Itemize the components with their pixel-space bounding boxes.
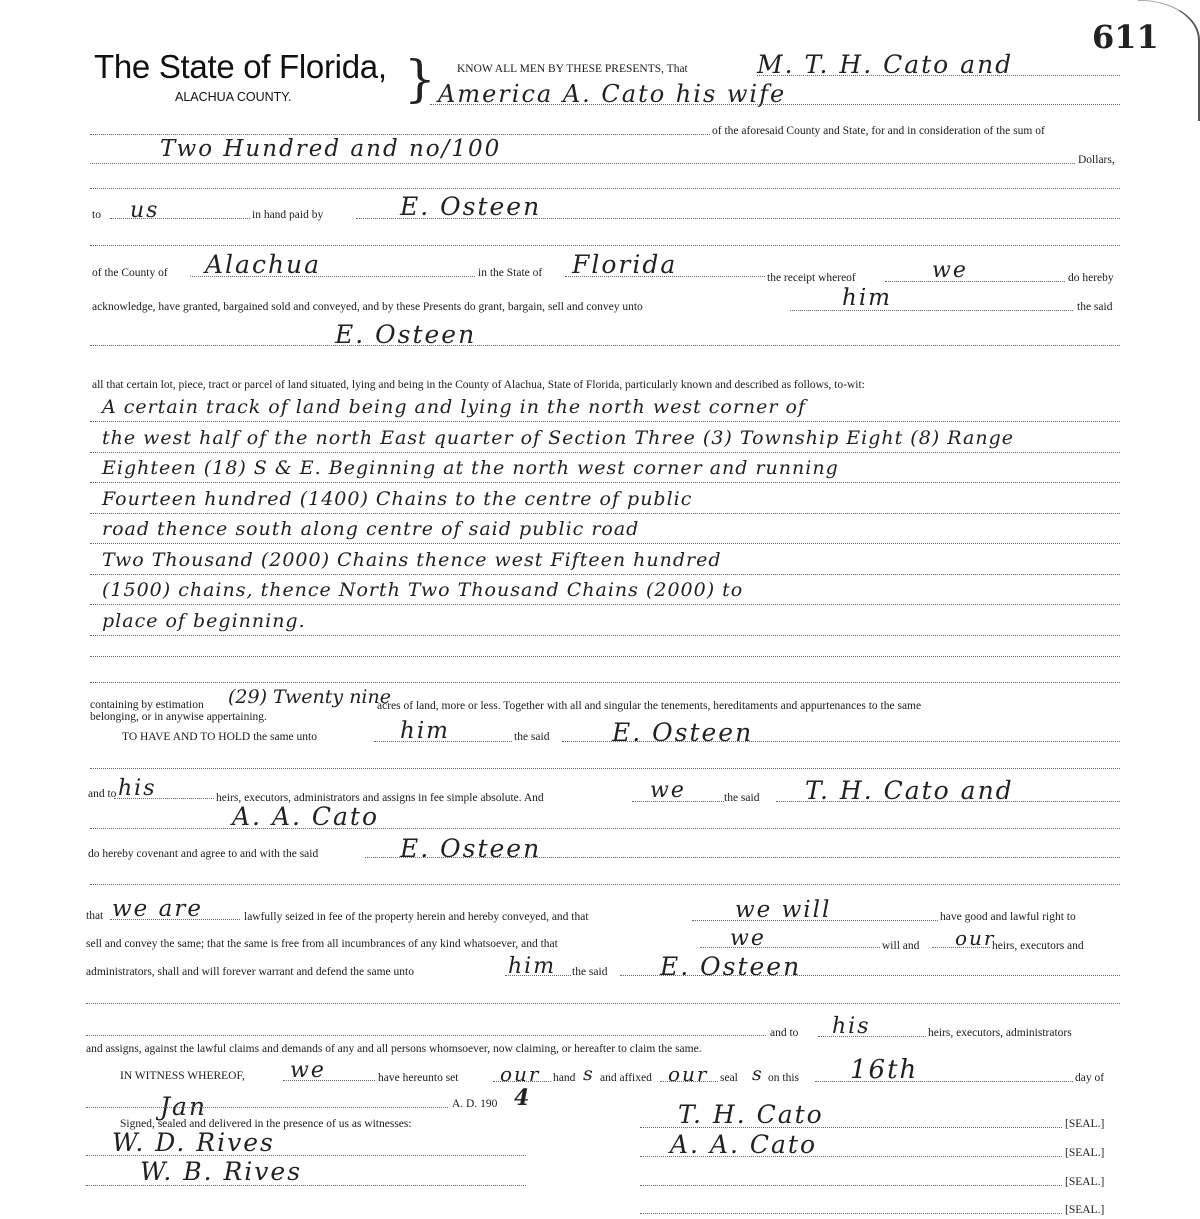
to-handwriting: us — [130, 198, 160, 223]
dotted-line — [86, 1003, 1120, 1004]
dotted-line — [114, 798, 214, 799]
of-county-text: of the aforesaid County and State, for and in consideration of the sum of — [712, 125, 1045, 137]
acknowledge-text: acknowledge, have granted, bargained sold and conveyed, and by these Presents do grant, bargain, sell and convey unto — [92, 301, 643, 313]
seal-label-4: [SEAL.] — [1065, 1204, 1105, 1216]
heirs-we-handwriting: we — [650, 778, 686, 803]
dotted-line — [505, 975, 571, 976]
dotted-line — [885, 281, 1065, 282]
dotted-line — [90, 884, 1120, 885]
heirs-his-handwriting: his — [118, 776, 157, 801]
receipt-whereof-text: the receipt whereof — [767, 272, 856, 284]
assigns-heirs-text: heirs, executors, administrators — [928, 1027, 1072, 1039]
dotted-line — [90, 452, 1120, 453]
dotted-line — [790, 310, 1073, 311]
dotted-line — [90, 604, 1120, 605]
will-and-text: will and — [882, 940, 920, 952]
our-handwriting: our — [955, 926, 996, 950]
page-number: 611 — [1092, 18, 1159, 56]
grantors-handwriting-2: America A. Cato his wife — [438, 80, 787, 108]
seal-label-2: [SEAL.] — [1065, 1147, 1105, 1159]
have-hereunto-text: have hereunto set — [378, 1072, 459, 1084]
dotted-line — [86, 1155, 526, 1156]
grantee-handwriting: E. Osteen — [335, 320, 477, 349]
grantors-handwriting-1: M. T. H. Cato and — [757, 50, 1014, 79]
year-handwriting: 4 — [514, 1085, 532, 1111]
to-label: to — [92, 209, 101, 221]
that-text: that — [86, 910, 104, 922]
unto-handwriting: him — [842, 285, 892, 311]
and-affixed-text: and affixed — [600, 1072, 652, 1084]
seal-s-handwriting: s — [752, 1063, 764, 1085]
dotted-line — [190, 276, 475, 277]
dotted-line — [90, 768, 1120, 769]
lawfully-text: lawfully seized in fee of the property herein and hereby conveyed, and that — [244, 911, 589, 923]
seal-label-3: [SEAL.] — [1065, 1176, 1105, 1188]
the-said-text: the said — [1077, 301, 1113, 313]
seal-label-1: [SEAL.] — [1065, 1118, 1105, 1130]
seized-grantee-handwriting: E. Osteen — [660, 952, 802, 981]
dotted-line — [90, 163, 1075, 164]
all-that-certain-text: all that certain lot, piece, tract or parcel of land situated, lying and being in the County of Alachua, State of Florida, particularly known and described as follows, to-wit: — [92, 379, 865, 391]
grantor-2-signature: A. A. Cato — [670, 1130, 818, 1159]
dotted-line — [692, 920, 938, 921]
seal-text: seal — [720, 1072, 738, 1084]
dotted-line — [700, 947, 880, 948]
dotted-line — [86, 1185, 526, 1186]
and-to-text: and to — [88, 788, 117, 800]
month-handwriting: Jan — [160, 1092, 208, 1121]
in-the-state-of-text: in the State of — [478, 267, 543, 279]
habendum-unto-handwriting: him — [400, 718, 450, 744]
ad-text: A. D. 190 — [452, 1098, 498, 1110]
in-hand-paid-text: in hand paid by — [252, 209, 324, 221]
dotted-line — [365, 857, 1120, 858]
witness-our-handwriting: our — [500, 1062, 541, 1086]
dotted-line — [90, 828, 1120, 829]
administrators-text: administrators, shall and will forever warrant and defend the same unto — [86, 966, 414, 978]
sell-convey-text: sell and convey the same; that the same is free from all incumbrances of any kind whatsoever, and that — [86, 938, 558, 950]
know-all-men-text: KNOW ALL MEN BY THESE PRESENTS, That — [457, 63, 688, 75]
have-good-text: have good and lawful right to — [940, 911, 1076, 923]
dotted-line — [90, 635, 1120, 636]
in-witness-text: IN WITNESS WHEREOF, — [120, 1070, 245, 1082]
on-this-text: on this — [768, 1072, 799, 1084]
dotted-line — [283, 1080, 375, 1081]
dotted-line — [90, 682, 1120, 683]
dotted-line — [90, 245, 1120, 246]
description-line: Eighteen (18) S & E. Beginning at the north west corner and running — [102, 457, 839, 479]
witness-2-signature: W. B. Rives — [140, 1157, 303, 1186]
acres-text: acres of land, more or less. Together with all and singular the tenements, hereditaments and appurtenances to the same — [377, 700, 922, 712]
dotted-line — [640, 1185, 1062, 1186]
dotted-line — [90, 134, 710, 135]
dotted-line — [640, 1156, 1062, 1157]
dotted-line — [757, 75, 1120, 76]
dotted-line — [86, 1107, 448, 1108]
dotted-line — [90, 656, 1120, 657]
dotted-line — [90, 482, 1120, 483]
heirs-grantor-handwriting-1: T. H. Cato and — [805, 776, 1014, 805]
covenant-grantee-handwriting: E. Osteen — [400, 834, 542, 863]
amount-handwriting: Two Hundred and no/100 — [160, 136, 502, 162]
dotted-line — [356, 218, 1120, 219]
belonging-text: belonging, or in anywise appertaining. — [90, 711, 267, 723]
dotted-line — [90, 188, 1120, 189]
dotted-line — [493, 1081, 551, 1082]
state-handwriting: Florida — [572, 250, 678, 279]
day-of-text: day of — [1075, 1072, 1105, 1084]
we-will-handwriting: we will — [735, 897, 832, 923]
dotted-line — [90, 513, 1120, 514]
of-the-county-of-text: of the County of — [92, 267, 168, 279]
covenant-text: do hereby covenant and agree to and with the said — [88, 848, 319, 860]
heirs-the-said-text: the said — [724, 792, 760, 804]
dotted-line — [110, 919, 240, 920]
description-line: place of beginning. — [102, 609, 306, 632]
heirs-grantor-handwriting-2: A. A. Cato — [232, 802, 380, 831]
seized-him-handwriting: him — [508, 954, 557, 979]
hand-s-handwriting: s — [583, 1063, 595, 1085]
dotted-line — [562, 741, 1120, 742]
dotted-line — [374, 741, 512, 742]
dotted-line — [565, 276, 765, 277]
dotted-line — [776, 801, 1120, 802]
dotted-line — [620, 975, 1120, 976]
description-line: (1500) chains, thence North Two Thousand Chains (2000) to — [102, 579, 744, 601]
we-are-handwriting: we are — [112, 896, 203, 922]
acres-handwriting: (29) Twenty nine — [228, 686, 391, 708]
habendum-the-said-text: the said — [514, 731, 550, 743]
county-handwriting: Alachua — [205, 250, 322, 279]
dotted-line — [818, 1036, 926, 1037]
signed-sealed-text: Signed, sealed and delivered in the presence of us as witnesses: — [120, 1118, 412, 1130]
seized-the-said-text: the said — [572, 966, 608, 978]
to-have-text: TO HAVE AND TO HOLD the same unto — [122, 731, 317, 743]
witness-1-signature: W. D. Rives — [112, 1128, 275, 1157]
assigns-and-to-text: and to — [770, 1027, 799, 1039]
dotted-line — [640, 1127, 1062, 1128]
do-hereby-text: do hereby — [1068, 272, 1114, 284]
description-line: A certain track of land being and lying in the north west corner of — [102, 396, 807, 418]
description-line: Two Thousand (2000) Chains thence west Fifteen hundred — [102, 548, 722, 571]
state-title: The State of Florida, — [94, 48, 387, 85]
habendum-grantee-handwriting: E. Osteen — [612, 718, 754, 747]
heirs-text: heirs, executors, administrators and assigns in fee simple absolute. And — [216, 792, 544, 804]
payer-handwriting: E. Osteen — [400, 192, 542, 221]
dotted-line — [90, 345, 1120, 346]
dotted-line — [90, 574, 1120, 575]
description-line: road thence south along centre of said public road — [102, 518, 640, 540]
description-line: Fourteen hundred (1400) Chains to the centre of public — [102, 487, 693, 510]
witness-our2-handwriting: our — [668, 1062, 709, 1086]
receipt-handwriting: we — [932, 258, 968, 283]
county-line: ALACHUA COUNTY. — [175, 90, 292, 104]
dotted-line — [632, 801, 724, 802]
header-brace: } — [404, 50, 436, 108]
witness-we-handwriting: we — [290, 1058, 326, 1083]
grantor-1-signature: T. H. Cato — [678, 1100, 824, 1129]
dotted-line — [110, 218, 250, 219]
dollars-label: Dollars, — [1078, 154, 1115, 166]
dotted-line — [86, 1035, 766, 1036]
assigns-his-handwriting: his — [832, 1014, 871, 1039]
assigns-text: and assigns, against the lawful claims and demands of any and all persons whomsoever, now claiming, or hereafter to claim the same. — [86, 1043, 702, 1055]
dotted-line — [660, 1081, 718, 1082]
dotted-line — [640, 1213, 1062, 1214]
day-handwriting: 16th — [850, 1055, 919, 1085]
hand-text: hand — [553, 1072, 576, 1084]
containing-text: containing by estimation — [90, 699, 204, 711]
dotted-line — [90, 543, 1120, 544]
description-line: the west half of the north East quarter of Section Three (3) Township Eight (8) Range — [102, 426, 1014, 449]
dotted-line — [430, 104, 1120, 105]
dotted-line — [90, 421, 1120, 422]
dotted-line — [932, 947, 990, 948]
seized-we-handwriting: we — [730, 926, 766, 951]
heirs-executors-text: heirs, executors and — [992, 940, 1084, 952]
dotted-line — [815, 1081, 1073, 1082]
